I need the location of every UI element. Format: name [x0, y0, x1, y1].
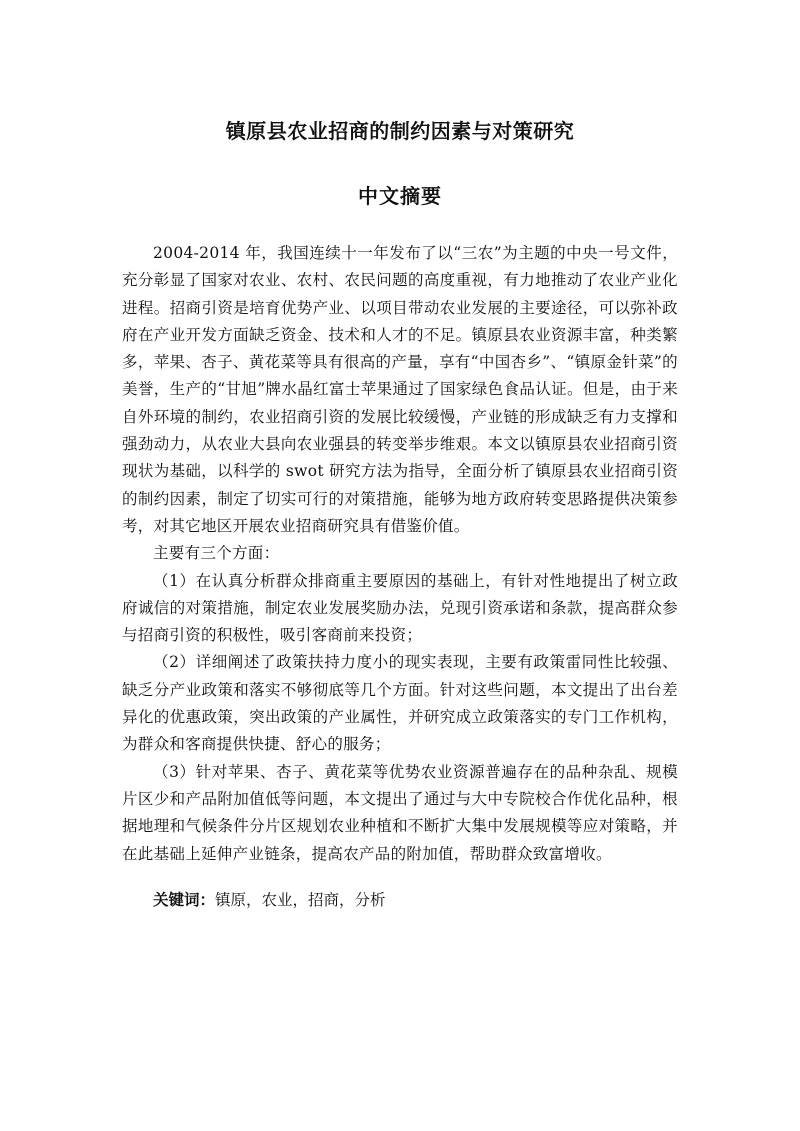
keywords-value: 镇原，农业，招商，分析 — [215, 891, 386, 909]
abstract-paragraph: （1）在认真分析群众排商重主要原因的基础上，有针对性地提出了树立政府诚信的对策措施，制定农业发展奖励办法，兑现引资承诺和条款，提高群众参与招商引资的积极性，吸引客商前来投资； — [122, 571, 678, 645]
paper-title: 镇原县农业招商的制约因素与对策研究 — [225, 119, 575, 143]
keywords-label: 关键词： — [153, 890, 216, 909]
keywords-line — [153, 886, 693, 914]
abstract-paragraph: （3）针对苹果、杏子、黄花菜等优势农业资源普遍存在的品种杂乱、规模片区少和产品附加值低等问题，本文提出了通过与大中专院校合作优化品种，根据地理和气候条件分片区规划农业种植和不断扩大集中发展规模等应对策略，并在此基础上延伸产业链条，提高农产品的附加值，帮助群众致富增收。 — [122, 762, 678, 863]
abstract-body — [122, 240, 678, 868]
abstract-heading: 中文摘要 — [358, 184, 442, 208]
abstract-paragraph: （2）详细阐述了政策扶持力度小的现实表现，主要有政策雷同性比较强、缺乏分产业政策和落实不够彻底等几个方面。针对这些问题，本文提出了出台差异化的优惠政策，突出政策的产业属性，并研究成立政策落实的专门工作机构，为群众和客商提供快捷、舒心的服务； — [122, 653, 678, 754]
abstract-paragraph: 主要有三个方面： — [153, 544, 280, 563]
abstract-paragraph: 2004-2014 年，我国连续十一年发布了以“三农”为主题的中央一号文件，充分彰显了国家对农业、农村、农民问题的高度重视，有力地推动了农业产业化进程。招商引资是培育优势产业、以项目带动农业发展的主要途径，可以弥补政府在产业开发方面缺乏资金、技术和人才的不足。镇原县农业资源丰富，种类繁多，苹果、杏子、黄花菜等具有很高的产量，享有“中国杏乡”、“镇原金针菜”的美誉，生产的“甘旭”牌水晶红富士苹果通过了国家绿色食品认证。但是，由于来自外环境的制约，农业招商引资的发展比较缓慢，产业链的形成缺乏有力支撑和强劲动力，从农业大县向农业强县的转变举步维艰。本文以镇原县农业招商引资现状为基础，以科学的 swot 研究方法为指导，全面分析了镇原县农业招商引资的制约因素，制定了切实可行的对策措施，能够为地方政府转变思路提供决策参考，对其它地区开展农业招商研究具有借鉴价值。 — [122, 244, 678, 535]
